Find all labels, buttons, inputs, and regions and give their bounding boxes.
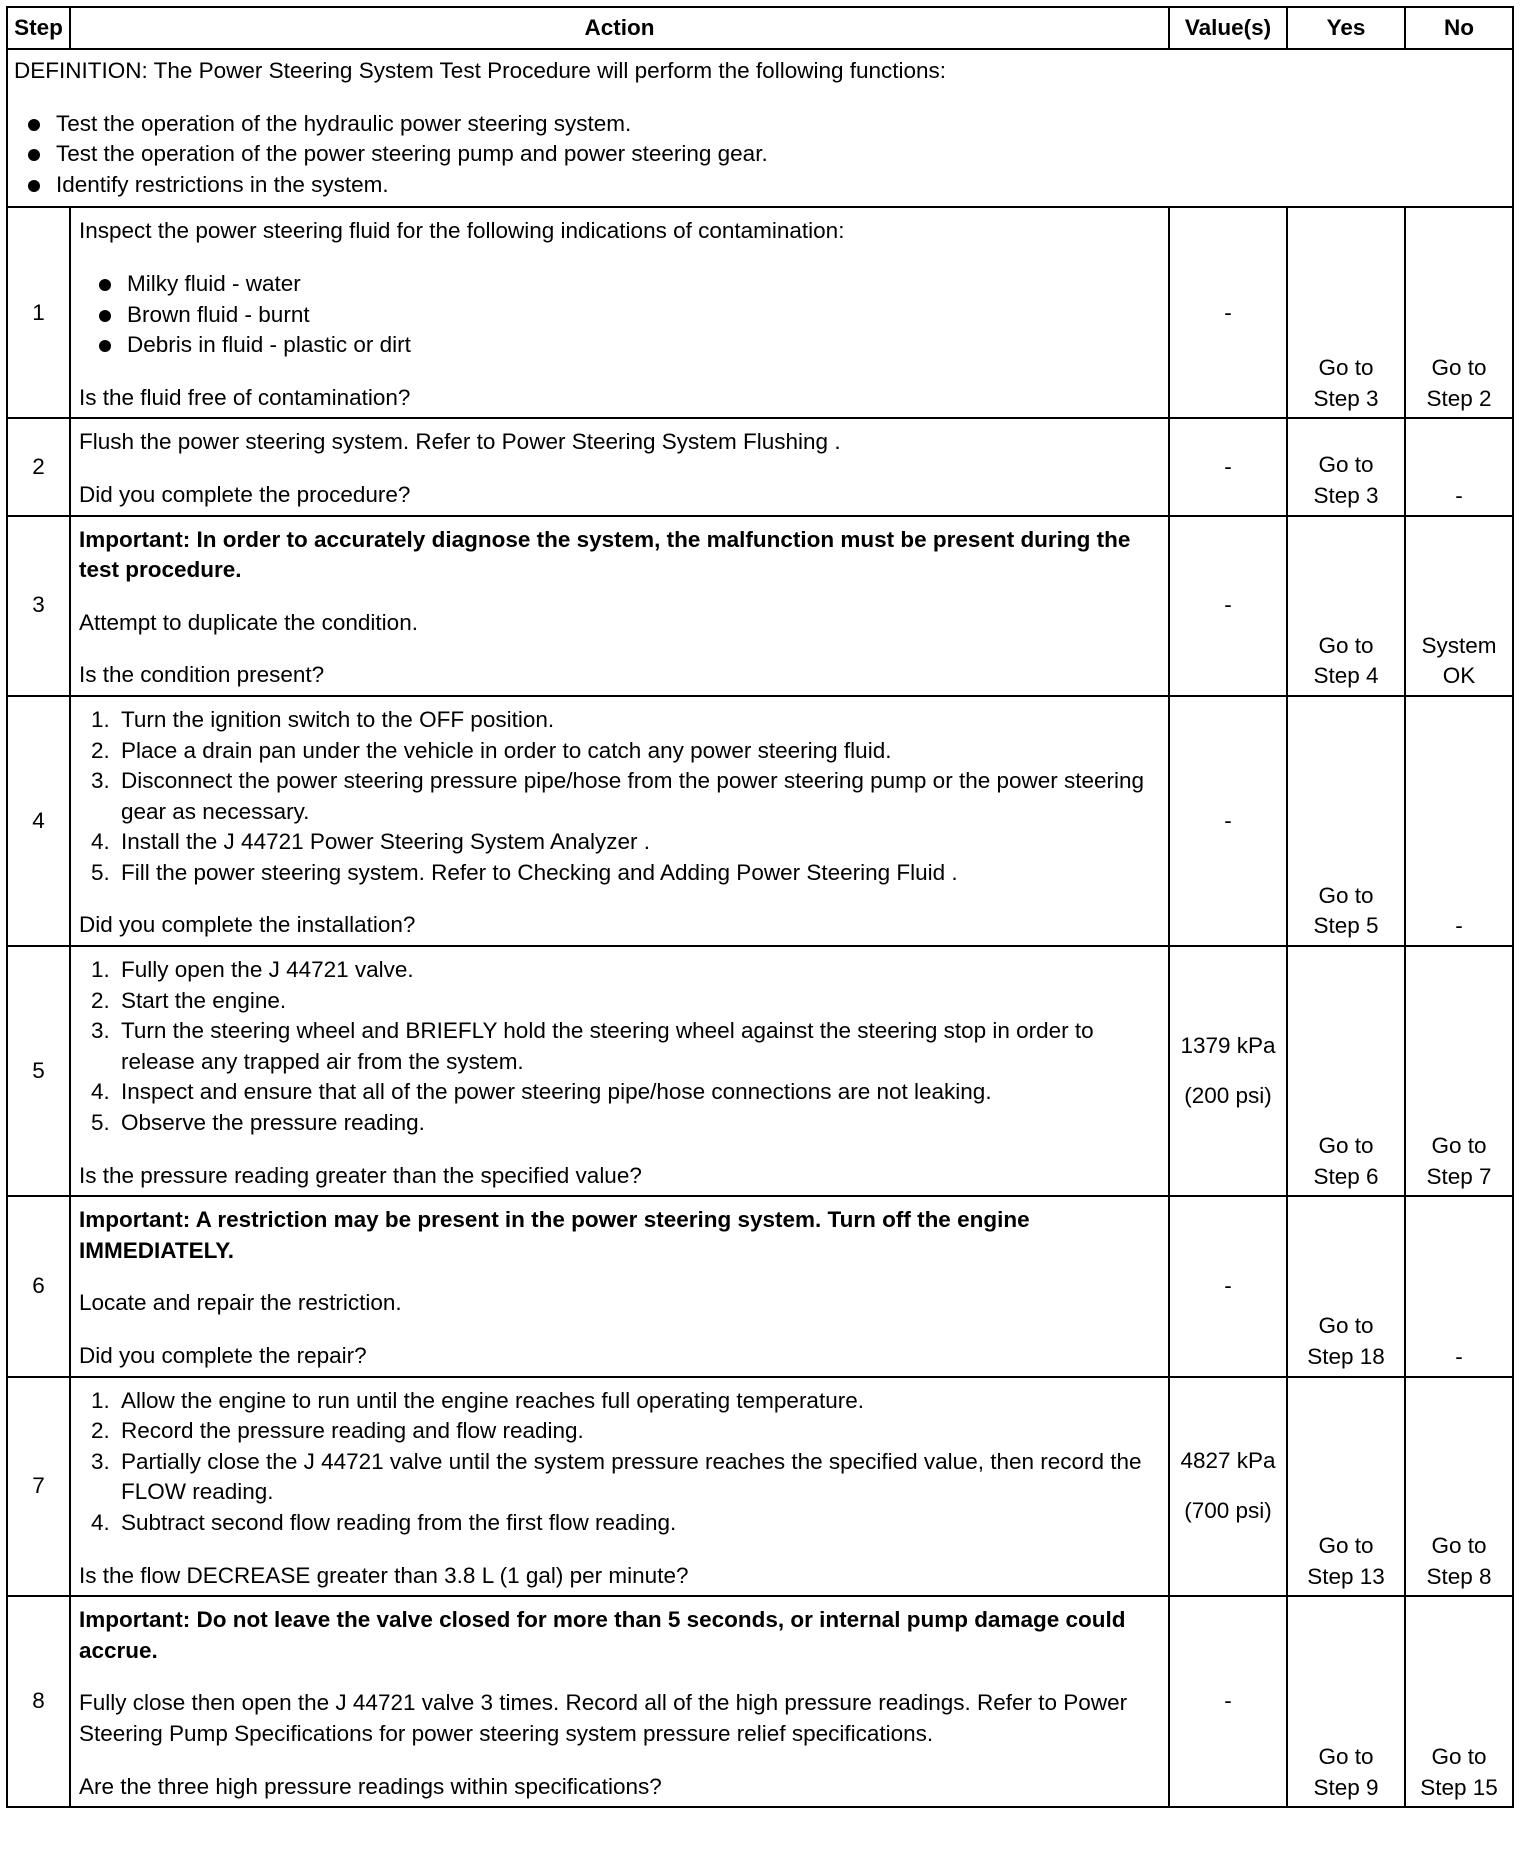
yes-line1: Go to [1318,355,1374,381]
action-text: Locate and repair the restriction. [79,1290,402,1316]
table-row [7,1596,1513,1807]
yes-cell [1287,946,1405,1196]
yes-line2: Step 13 [1307,1563,1385,1589]
yes-cell [1287,516,1405,696]
yes-cell [1287,1377,1405,1597]
important-note [79,1605,1160,1666]
yes-line1: Go to [1318,1532,1374,1558]
step-number: 5 [7,946,70,1196]
no-line2: Step 15 [1420,1774,1498,1800]
important-note [79,1205,1160,1266]
list-item: 5. Fill the power steering system. Refer to Checking and Adding Power Steering Fluid . [91,859,958,885]
list-item: 3. Disconnect the power steering pressure pipe/hose from the power steering pump or the power steering gear as necessary. [91,768,1145,824]
action-cell [70,516,1169,696]
no-cell: - [1405,1196,1513,1376]
list-item: Debris in fluid - plastic or dirt [93,330,1160,361]
step-number: 8 [7,1596,70,1807]
value-imperial: (200 psi) [1184,1083,1272,1109]
definition-list [14,109,1506,201]
no-line1: System [1421,632,1497,658]
action-question: Are the three high pressure readings within specifications? [79,1773,662,1799]
list-item: Identify restrictions in the system. [22,170,1506,201]
no-cell: - [1405,696,1513,946]
step-number: 4 [7,696,70,946]
yes-cell [1287,418,1405,515]
important-label: Important: [79,1607,191,1633]
step-number: 7 [7,1377,70,1597]
action-question: Did you complete the installation? [79,912,416,938]
header-yes: Yes [1287,7,1405,49]
yes-cell [1287,1196,1405,1376]
header-values: Value(s) [1169,7,1287,49]
header-no: No [1405,7,1513,49]
numbered-list [79,1386,1160,1539]
list-item: Brown fluid - burnt [93,300,1160,331]
yes-line1: Go to [1318,882,1374,908]
action-question: Did you complete the repair? [79,1343,367,1368]
yes-line2: Step 3 [1313,482,1379,508]
numbered-list [79,705,1160,889]
no-line2: Step 8 [1426,1563,1492,1589]
table-row [7,1196,1513,1376]
yes-line2: Step 5 [1313,913,1379,939]
table-row [7,1377,1513,1597]
header-step: Step [7,7,70,49]
list-item: 1. Fully open the J 44721 valve. [91,957,414,983]
value-cell [1169,946,1287,1196]
yes-cell [1287,207,1405,418]
no-cell [1405,516,1513,696]
table-row [7,696,1513,946]
definition-cell [7,49,1513,207]
list-item: 1. Allow the engine to run until the engine reaches full operating temperature. [91,1387,864,1413]
step-number: 1 [7,207,70,418]
action-cell [70,207,1169,418]
important-text: In order to accurately diagnose the system, the malfunction must be present during the test procedure. [79,526,1131,583]
action-question: Did you complete the procedure? [79,481,411,507]
action-text: Inspect the power steering fluid for the following indications of contamination: [79,218,845,244]
no-cell [1405,207,1513,418]
action-cell [70,1596,1169,1807]
yes-line2: Step 9 [1313,1774,1379,1800]
important-note [79,525,1160,586]
list-item: 2. Place a drain pan under the vehicle in order to catch any power steering fluid. [91,737,892,763]
list-item: Milky fluid - water [93,269,1160,300]
value-metric: 1379 kPa [1180,1032,1276,1058]
no-line1: Go to [1431,1532,1487,1558]
important-text: A restriction may be present in the power steering system. Turn off the engine IMMEDIATELY. [79,1207,1030,1263]
table-row [7,418,1513,515]
value-cell [1169,1377,1287,1597]
step-number: 3 [7,516,70,696]
yes-line1: Go to [1318,632,1374,658]
list-item: 4. Install the J 44721 Power Steering System Analyzer . [91,829,651,855]
list-item: 2. Start the engine. [91,987,287,1013]
value-cell: - [1169,516,1287,696]
value-cell: - [1169,696,1287,946]
important-label: Important: [79,1207,191,1233]
yes-cell [1287,1596,1405,1807]
yes-line1: Go to [1318,1133,1374,1159]
action-cell [70,1196,1169,1376]
no-cell [1405,1377,1513,1597]
no-line2: OK [1442,663,1476,689]
value-metric: 4827 kPa [1180,1447,1276,1473]
action-cell [70,696,1169,946]
header-row [7,7,1513,49]
value-imperial: (700 psi) [1184,1498,1272,1524]
action-question: Is the pressure reading greater than the specified value? [79,1162,642,1188]
value-cell: - [1169,207,1287,418]
yes-line2: Step 3 [1313,385,1379,411]
no-line2: Step 7 [1426,1163,1492,1189]
action-question: Is the flow DECREASE greater than 3.8 L (1 gal) per minute? [79,1562,689,1588]
step-number: 6 [7,1196,70,1376]
value-cell: - [1169,1596,1287,1807]
no-line1: Go to [1431,1133,1487,1159]
bullet-list [79,269,1160,361]
list-item: Test the operation of the hydraulic power steering system. [22,109,1506,140]
action-cell [70,1377,1169,1597]
action-text: Attempt to duplicate the condition. [79,609,418,635]
diagnostic-table [6,6,1514,1808]
important-label: Important: [79,526,191,552]
action-question: Is the fluid free of contamination? [79,384,411,410]
no-line2: Step 2 [1426,385,1492,411]
action-question: Is the condition present? [79,662,325,688]
list-item: 1. Turn the ignition switch to the OFF position. [91,706,555,732]
table-row [7,516,1513,696]
list-item: 5. Observe the pressure reading. [91,1110,425,1136]
list-item: 4. Subtract second flow reading from the first flow reading. [91,1509,677,1535]
yes-line1: Go to [1318,452,1374,478]
no-cell [1405,946,1513,1196]
yes-cell [1287,696,1405,946]
yes-line2: Step 4 [1313,663,1379,689]
value-cell: - [1169,418,1287,515]
list-item: Test the operation of the power steering pump and power steering gear. [22,139,1506,170]
no-line1: Go to [1431,1743,1487,1769]
numbered-list [79,955,1160,1139]
yes-line1: Go to [1318,1743,1374,1769]
action-text: Fully close then open the J 44721 valve 3 times. Record all of the high pressure readings. Refer to Power Steering Pump Specifications for power steering system pressure relief specifications. [79,1690,1128,1746]
no-cell [1405,1596,1513,1807]
step-number: 2 [7,418,70,515]
no-line1: Go to [1431,355,1487,381]
header-action: Action [70,7,1169,49]
no-cell: - [1405,418,1513,515]
definition-intro: DEFINITION: The Power Steering System Test Procedure will perform the following functions: [14,58,947,83]
list-item: 2. Record the pressure reading and flow reading. [91,1418,584,1444]
yes-line2: Step 6 [1313,1163,1379,1189]
action-text: Flush the power steering system. Refer to Power Steering System Flushing . [79,429,841,455]
action-cell [70,946,1169,1196]
important-text: Do not leave the valve closed for more than 5 seconds, or internal pump damage could accrue. [79,1607,1126,1663]
yes-line2: Step 18 [1307,1344,1385,1369]
action-cell [70,418,1169,515]
value-cell: - [1169,1196,1287,1376]
table-row [7,207,1513,418]
list-item: 3. Turn the steering wheel and BRIEFLY hold the steering wheel against the steering stop in order to release any trapped air from the system. [91,1018,1094,1074]
yes-line1: Go to [1318,1313,1374,1339]
list-item: 3. Partially close the J 44721 valve until the system pressure reaches the specified value, then record the FLOW reading. [91,1448,1142,1505]
definition-row [7,49,1513,207]
table-row [7,946,1513,1196]
list-item: 4. Inspect and ensure that all of the power steering pipe/hose connections are not leaking. [91,1079,992,1105]
